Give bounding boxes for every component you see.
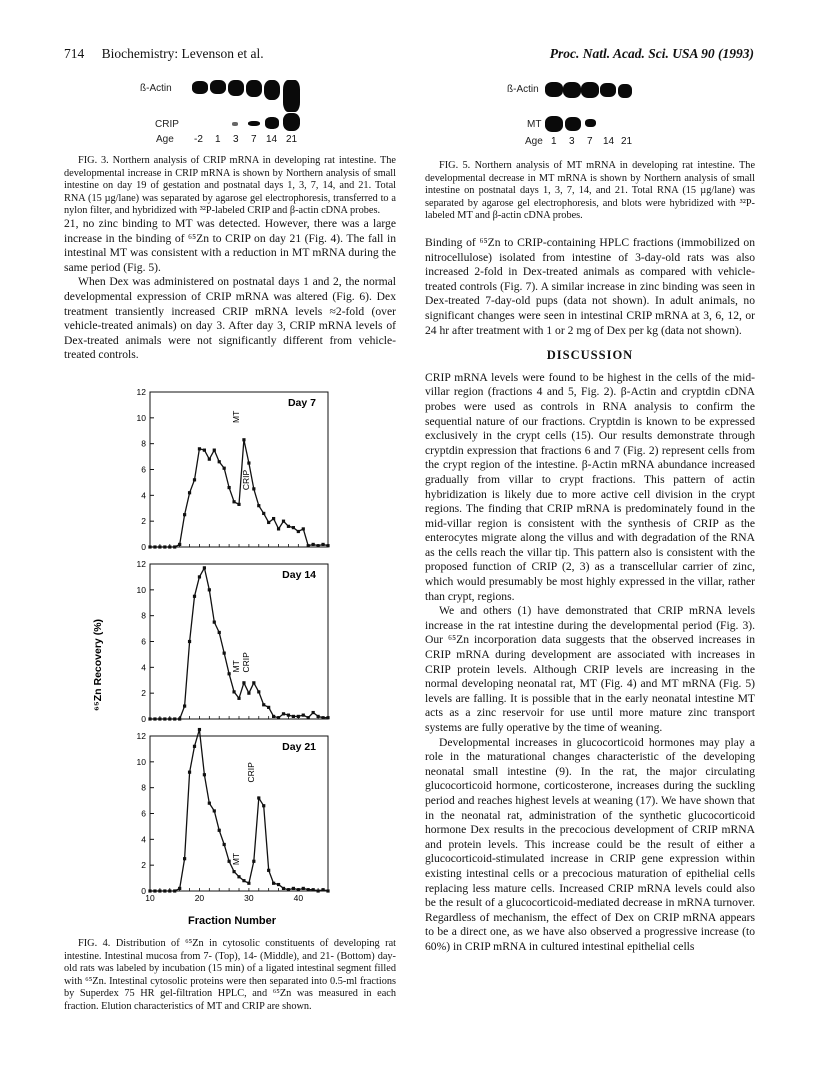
data-point <box>257 504 260 507</box>
data-point <box>277 527 280 530</box>
data-point <box>317 715 320 718</box>
fig3-actin-label: ß-Actin <box>140 83 172 94</box>
data-point <box>272 715 275 718</box>
zn-recovery-line <box>150 730 328 892</box>
data-point <box>312 888 315 891</box>
y-tick-label: 8 <box>141 438 146 449</box>
chart-panel-2 <box>137 559 330 724</box>
fig3-northern-blot <box>140 75 320 150</box>
fig3-age-tick: 1 <box>215 134 221 145</box>
fig5-caption-label: FIG. 5. <box>439 160 471 171</box>
fig3-actin-band <box>228 80 244 96</box>
data-point <box>247 461 250 464</box>
x-tick-label: 30 <box>244 893 254 903</box>
data-point <box>213 621 216 624</box>
fig5-actin-band <box>600 83 616 97</box>
data-point <box>148 717 151 720</box>
data-point <box>257 690 260 693</box>
fig3-crip-band <box>232 122 238 126</box>
y-tick-label: 2 <box>141 688 146 699</box>
fig5-age-tick: 14 <box>603 136 615 147</box>
data-point <box>188 491 191 494</box>
data-point <box>267 869 270 872</box>
data-point <box>287 888 290 891</box>
chart-panel-3 <box>137 728 330 903</box>
peak-annotation: MT <box>231 852 241 866</box>
fig3-caption-label: FIG. 3. <box>78 155 109 166</box>
data-point <box>282 520 285 523</box>
panel-title: Day 21 <box>282 741 316 753</box>
data-point <box>188 771 191 774</box>
y-tick-label: 6 <box>141 808 146 819</box>
fig5-caption <box>425 160 755 223</box>
data-point <box>292 887 295 890</box>
fig3-age-tick: -2 <box>194 134 203 145</box>
data-point <box>173 545 176 548</box>
y-tick-label: 10 <box>136 756 146 767</box>
y-tick-label: 0 <box>141 714 146 724</box>
data-point <box>232 870 235 873</box>
data-point <box>223 843 226 846</box>
journal-section-title: Biochemistry: Levenson et al. <box>101 46 264 61</box>
data-point <box>223 467 226 470</box>
fig3-crip-band <box>248 121 260 126</box>
data-point <box>208 458 211 461</box>
zn-recovery-line <box>150 440 328 547</box>
data-point <box>317 544 320 547</box>
data-point <box>173 717 176 720</box>
data-point <box>232 690 235 693</box>
data-point <box>242 879 245 882</box>
fig5-age-tick: 3 <box>569 136 575 147</box>
data-point <box>302 527 305 530</box>
data-point <box>178 717 181 720</box>
data-point <box>208 588 211 591</box>
fig5-mt-band <box>585 119 596 127</box>
data-point <box>237 875 240 878</box>
data-point <box>237 503 240 506</box>
body-paragraph: 21, no zinc binding to MT was detected. However, there was a large increase in the binding of ⁶⁵Zn to CRIP on day 21 (Fig. 4). The fall in intestinal MT was consistent with a reduction in MT mRNA during the same period (Fig. 5). <box>64 217 396 274</box>
discussion-heading: DISCUSSION <box>546 348 634 363</box>
data-point <box>326 716 329 719</box>
data-point <box>153 889 156 892</box>
y-tick-label: 6 <box>141 636 146 647</box>
data-point <box>287 525 290 528</box>
data-point <box>232 500 235 503</box>
fig3-crip-label: CRIP <box>155 119 179 130</box>
data-point <box>262 804 265 807</box>
data-point <box>198 447 201 450</box>
panel-title: Day 7 <box>287 397 316 409</box>
data-point <box>183 857 186 860</box>
data-point <box>307 716 310 719</box>
data-point <box>317 889 320 892</box>
fig3-age-tick: 14 <box>266 134 278 145</box>
data-point <box>272 882 275 885</box>
data-point <box>252 860 255 863</box>
data-point <box>178 543 181 546</box>
x-tick-label: 20 <box>194 893 205 903</box>
fig3-actin-band <box>192 81 208 94</box>
data-point <box>321 543 324 546</box>
data-point <box>163 717 166 720</box>
discussion-paragraph: We and others (1) have demonstrated that CRIP mRNA levels increase in the rat intestine during the developmental period (Fig. 3). Our ⁶⁵Zn incorporation data suggests that the observed increases in CRIP mRNA during development are associated with increases in CRIP protein levels. Although CRIP levels are increasing in the normal developing neonatal rat, MT (Fig. 4) and MT mRNA (Fig. 5) levels are falling. It is possible that in the early neonatal intestine MT acts as a zinc reservoir for use until more mature zinc transport systems are fully operative by the time of weaning. <box>425 604 755 734</box>
right-body-text <box>425 236 755 955</box>
data-point <box>262 512 265 515</box>
page-header-left <box>64 46 264 62</box>
data-point <box>312 711 315 714</box>
page-number: 714 <box>64 46 85 61</box>
peak-annotation: CRIP <box>245 762 256 783</box>
data-point <box>297 715 300 718</box>
fig4-caption-text: Distribution of ⁶⁵Zn in cytosolic constituents of developing rat intestine. Intestinal mucosa from 7- (Top), 14- (Middle), and 21- (Bottom) day-old rats was labeled by incubation (15 min) of a ligated intestinal segment filled with ⁶⁵Zn. Intestinal cytosolic proteins were then separated into 0.5-ml fractions by Superdex 75 HR gel-filtration HPLC, and ⁶⁵Zn was measured in each fraction. Elution characteristics of MT and CRIP are shown. <box>64 938 397 1012</box>
data-point <box>183 513 186 516</box>
data-point <box>267 706 270 709</box>
data-point <box>282 887 285 890</box>
panel-frame <box>150 736 328 891</box>
data-point <box>198 575 201 578</box>
data-point <box>302 714 305 717</box>
fig3-caption <box>64 155 396 218</box>
data-point <box>267 521 270 524</box>
fig5-actin-label: ß-Actin <box>507 84 539 95</box>
fig3-age-label: Age <box>156 134 174 145</box>
data-point <box>153 717 156 720</box>
fig3-crip-band <box>265 117 279 129</box>
y-tick-label: 4 <box>141 834 146 845</box>
data-point <box>307 544 310 547</box>
data-point <box>262 703 265 706</box>
fig5-age-tick: 1 <box>551 136 557 147</box>
fig5-caption-text: Northern analysis of MT mRNA in developing rat intestine. The developmental decrease in MT mRNA is shown by Northern analysis of small intestine on postnatal days 1, 3, 7, 14, and 21. Total RNA (15 µg/lane) was separated by agarose gel electrophoresis, and blots were hybridized with ³²P-labeled MT and β-actin cDNA probes. <box>425 160 756 222</box>
data-point <box>321 888 324 891</box>
data-point <box>203 449 206 452</box>
data-point <box>252 487 255 490</box>
fig3-crip-band <box>283 113 300 131</box>
data-point <box>168 717 171 720</box>
y-tick-label: 2 <box>141 860 146 871</box>
data-point <box>292 715 295 718</box>
fig5-northern-blot <box>505 78 665 148</box>
data-point <box>158 545 161 548</box>
y-tick-label: 12 <box>136 387 146 397</box>
data-point <box>326 544 329 547</box>
y-tick-label: 0 <box>141 886 146 896</box>
data-point <box>242 681 245 684</box>
peak-annotation: MT <box>231 410 241 423</box>
data-point <box>252 681 255 684</box>
fig5-actin-band <box>581 82 599 98</box>
fig4-caption <box>64 938 396 1014</box>
data-point <box>242 438 245 441</box>
fig5-age-tick: 21 <box>621 136 633 147</box>
data-point <box>237 697 240 700</box>
peak-annotation: MT <box>231 660 241 673</box>
left-body-text <box>64 217 396 363</box>
fig3-age-tick: 3 <box>233 134 239 145</box>
data-point <box>218 631 221 634</box>
data-point <box>193 478 196 481</box>
data-point <box>178 887 181 890</box>
discussion-paragraph: Developmental increases in glucocorticoid hormones may play a role in the maturational changes characteristic of the developing neonatal small intestine (9). In the rat, the major circulating glucocorticoid hormone, corticosterone, increases during the suckling period and reaches highest levels at weaning (17). We have shown that in the neonatal rat, administration of the synthetic glucocorticoid hormone Dex results in the precocious development of CRIP mRNA and protein levels. This increase could be the result of either a glucocorticoid-stimulated increase in CRIP gene expression within existing intestinal cells or a precocious maturation of epithelial cells replacing less mature cells. Increased CRIP mRNA levels could also be the result of a glucocorticoid-mediated decrease in mRNA turnover. Regardless of mechanism, the effect of Dex on CRIP mRNA appears to be a direct one, as we have also observed a progressive increase (to 60%) in CRIP mRNA in cultured intestinal epithelial cells <box>425 735 755 953</box>
fig3-actin-band <box>264 80 280 100</box>
data-point <box>218 829 221 832</box>
panel-title: Day 14 <box>282 569 316 581</box>
y-axis-label: ⁶⁵Zn Recovery (%) <box>92 618 104 712</box>
y-tick-label: 12 <box>136 559 146 569</box>
data-point <box>208 802 211 805</box>
fig5-mt-band <box>545 116 563 132</box>
fig5-age-label: Age <box>525 136 543 147</box>
data-point <box>158 717 161 720</box>
data-point <box>277 883 280 886</box>
data-point <box>148 889 151 892</box>
fig5-mt-label: MT <box>527 119 542 130</box>
data-point <box>148 545 151 548</box>
data-point <box>163 545 166 548</box>
data-point <box>297 888 300 891</box>
data-point <box>193 745 196 748</box>
fig3-actin-band <box>283 80 300 112</box>
data-point <box>297 530 300 533</box>
data-point <box>168 545 171 548</box>
data-point <box>218 460 221 463</box>
y-tick-label: 12 <box>136 731 146 741</box>
y-tick-label: 8 <box>141 782 146 793</box>
data-point <box>228 486 231 489</box>
fig3-caption-text: Northern analysis of CRIP mRNA in developing rat intestine. The developmental increase in CRIP mRNA is shown by Northern analysis of small intestine on day 19 of gestation and postnatal days 1, 3, 7, 14, and 21. Total RNA (15 µg/lane) was separated by agarose gel electrophoresis, transferred to a nylon filter, and hybridized with ³²P-labeled CRIP and β-actin cDNA probes. <box>64 155 396 217</box>
data-point <box>292 526 295 529</box>
data-point <box>326 889 329 892</box>
data-point <box>203 566 206 569</box>
fig5-actin-band <box>545 82 563 97</box>
data-point <box>163 889 166 892</box>
fig5-age-tick: 7 <box>587 136 593 147</box>
x-axis-label: Fraction Number <box>187 915 277 927</box>
x-tick-label: 10 <box>145 893 155 903</box>
y-tick-label: 6 <box>141 464 146 475</box>
data-point <box>203 773 206 776</box>
data-point <box>287 714 290 717</box>
discussion-paragraph: CRIP mRNA levels were found to be highest in the cells of the mid-villar region (fractions 4 and 5, Fig. 2). β-Actin and cryptdin cDNA probes were used as controls in RNA analysis to confirm the sequential nature of our fractions. Cryptdin is known to be expressed exclusively in the crypt cells (15). Our results demonstrate through cryptdin expression that fractions 6 and 7 (Fig. 2) represent cells from the crypt region of the intestine. β-Actin mRNA abundance increased gradually from villar to crypt fractions. This pattern of actin hybridization is likely due to more active cell division in the crypt regions. The finding that CRIP mRNA is predominately found in the mid-villar region is consistent with the synthesis of CRIP as the enterocytes migrate along the villus and with degradation of the RNA as the cells reach the villar tip. This pattern also is consistent with the proposed function of CRIP (2, 3) as a transcellular carrier of zinc, which would presumably be most highly expressed in the villar, rather than crypt, regions. <box>425 370 755 603</box>
fig3-age-tick: 7 <box>251 134 257 145</box>
y-tick-label: 4 <box>141 490 146 501</box>
data-point <box>213 449 216 452</box>
data-point <box>312 543 315 546</box>
y-tick-label: 2 <box>141 516 146 527</box>
y-tick-label: 10 <box>136 584 146 595</box>
data-point <box>321 716 324 719</box>
data-point <box>257 796 260 799</box>
data-point <box>272 517 275 520</box>
data-point <box>153 545 156 548</box>
data-point <box>173 889 176 892</box>
data-point <box>168 889 171 892</box>
body-paragraph: When Dex was administered on postnatal days 1 and 2, the normal developmental expression of CRIP mRNA was altered (Fig. 6). Dex treatment transiently increased CRIP mRNA levels ≈2-fold (over vehicle-treated animals) on day 3. After day 3, CRIP mRNA levels of Dex-treated animals were not significantly different from vehicle-treated controls. <box>64 275 396 362</box>
fig3-age-tick: 21 <box>286 134 298 145</box>
y-tick-label: 10 <box>136 412 146 423</box>
fig4-caption-label: FIG. 4. <box>78 938 111 949</box>
data-point <box>282 712 285 715</box>
data-point <box>188 640 191 643</box>
data-point <box>198 728 201 731</box>
data-point <box>223 652 226 655</box>
y-tick-label: 8 <box>141 610 146 621</box>
data-point <box>302 887 305 890</box>
zn-recovery-line <box>150 568 328 719</box>
peak-annotation: CRIP <box>240 652 251 673</box>
peak-annotation: CRIP <box>240 469 251 491</box>
data-point <box>247 882 250 885</box>
journal-citation: Proc. Natl. Acad. Sci. USA 90 (1993) <box>549 46 754 61</box>
panel-frame <box>150 564 328 719</box>
fig4-chart <box>92 382 332 927</box>
data-point <box>247 692 250 695</box>
fig3-actin-band <box>210 80 226 94</box>
body-paragraph: Binding of ⁶⁵Zn to CRIP-containing HPLC fractions (immobilized on nitrocellulose) isolated from intestine of 3-day-old rats was also increased 2-fold in Dex-treated animals as compared with vehicle-treated controls (Fig. 7). A similar increase in zinc binding was seen in Dex-treated 7-day-old pups (data not shown). In adult animals, no significant changes were seen in intestinal CRIP mRNA at 3, 6, 12, or 24 hr after treatment with 1 or 2 mg of Dex per kg (data not shown). <box>425 236 755 337</box>
data-point <box>158 889 161 892</box>
data-point <box>277 716 280 719</box>
chart-panel-1 <box>137 387 330 552</box>
fig5-mt-band <box>565 117 581 131</box>
x-tick-label: 40 <box>293 893 304 903</box>
fig5-actin-band <box>618 84 632 98</box>
data-point <box>193 595 196 598</box>
fig3-actin-band <box>246 80 262 97</box>
data-point <box>213 809 216 812</box>
fig5-actin-band <box>563 82 581 98</box>
y-tick-label: 4 <box>141 662 146 673</box>
data-point <box>183 704 186 707</box>
y-tick-label: 0 <box>141 542 146 552</box>
data-point <box>307 888 310 891</box>
